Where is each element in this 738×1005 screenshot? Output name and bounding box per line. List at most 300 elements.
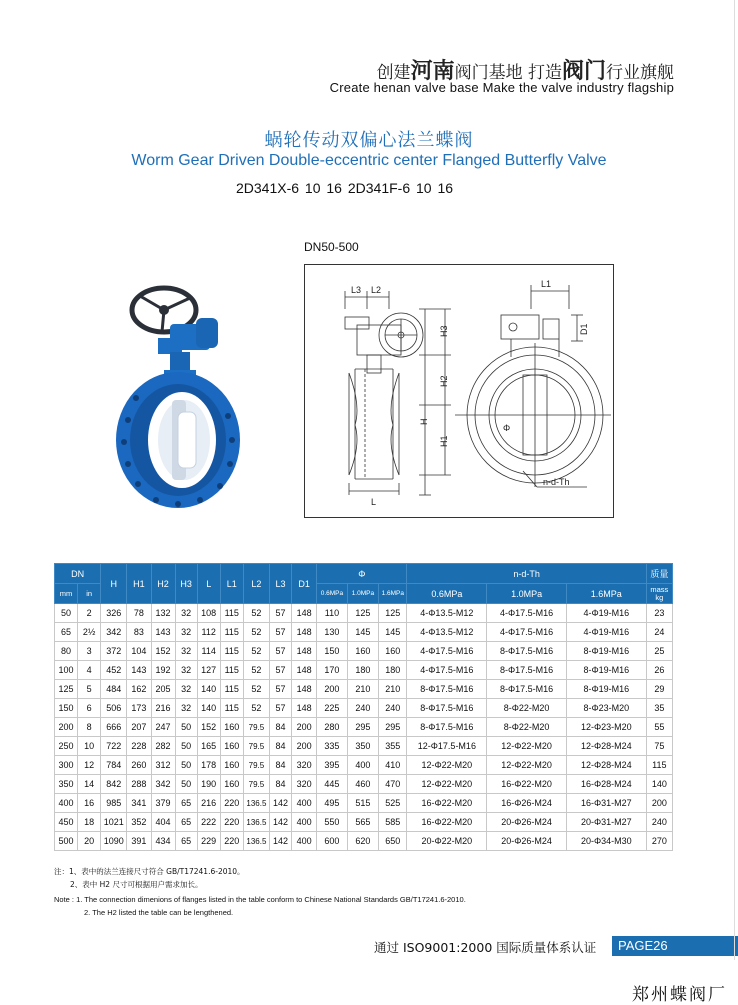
table-cell: 270 [646, 832, 672, 851]
table-cell: 650 [379, 832, 407, 851]
note-en-2: 2. The H2 listed the table can be lengthened. [84, 907, 234, 917]
table-cell: 65 [175, 832, 197, 851]
table-cell: 26 [646, 661, 672, 680]
table-cell: 600 [317, 832, 347, 851]
table-cell: 400 [292, 794, 317, 813]
table-cell: 150 [55, 699, 78, 718]
table-cell: 210 [379, 680, 407, 699]
th-h: H [101, 564, 127, 604]
table-cell: 784 [101, 756, 127, 775]
dim-ndth: n-d-Th [543, 477, 570, 487]
table-cell: 130 [317, 623, 347, 642]
table-cell: 200 [55, 718, 78, 737]
table-cell: 452 [101, 661, 127, 680]
table-cell: 4 [78, 661, 101, 680]
table-cell: 84 [270, 718, 292, 737]
table-cell: 32 [175, 661, 197, 680]
table-cell: 12-Φ22-M20 [407, 756, 487, 775]
table-cell: 148 [292, 680, 317, 699]
table-cell: 312 [151, 756, 175, 775]
table-cell: 79.5 [243, 775, 269, 794]
table-cell: 84 [270, 775, 292, 794]
th-phi-16: 1.6MPa [379, 584, 407, 604]
slogan-segment: 创建 [376, 63, 411, 83]
notes [54, 866, 466, 919]
th-mass-cn: 质量 [646, 564, 672, 584]
dim-h3: H3 [439, 325, 449, 337]
table-cell: 8-Φ19-M16 [566, 680, 646, 699]
table-cell: 132 [151, 604, 175, 623]
table-cell: 470 [379, 775, 407, 794]
table-cell: 216 [197, 794, 220, 813]
table-cell: 170 [317, 661, 347, 680]
table-cell: 16 [78, 794, 101, 813]
table-cell: 200 [292, 718, 317, 737]
table-cell: 4-Φ17.5-M16 [407, 661, 487, 680]
table-cell: 104 [127, 642, 151, 661]
table-cell: 32 [175, 680, 197, 699]
dim-d1: D1 [579, 323, 589, 335]
table-cell: 240 [379, 699, 407, 718]
table-cell: 2 [78, 604, 101, 623]
table-cell: 125 [347, 604, 378, 623]
table-cell: 16-Φ22-M20 [487, 775, 567, 794]
table-cell: 842 [101, 775, 127, 794]
table-cell: 335 [317, 737, 347, 756]
th-ndth: n-d-Th [407, 564, 646, 584]
table-row [55, 718, 673, 737]
table-cell: 165 [197, 737, 220, 756]
table-cell: 112 [197, 623, 220, 642]
table-cell: 29 [646, 680, 672, 699]
table-cell: 550 [317, 813, 347, 832]
table-cell: 4-Φ13.5-M12 [407, 623, 487, 642]
table-row [55, 832, 673, 851]
table-cell: 391 [127, 832, 151, 851]
table-cell: 115 [220, 642, 243, 661]
th-h1: H1 [127, 564, 151, 604]
table-cell: 79.5 [243, 718, 269, 737]
slogan-segment: 阀门基地 打造 [454, 63, 562, 83]
table-header-row [55, 564, 673, 584]
table-cell: 722 [101, 737, 127, 756]
table-cell: 84 [270, 737, 292, 756]
table-cell: 16-Φ26-M24 [487, 794, 567, 813]
table-cell: 115 [220, 680, 243, 699]
table-cell: 57 [270, 604, 292, 623]
table-cell: 65 [55, 623, 78, 642]
table-cell: 140 [646, 775, 672, 794]
table-cell: 247 [151, 718, 175, 737]
table-cell: 136.5 [243, 832, 269, 851]
table-cell: 200 [317, 680, 347, 699]
page-edge-divider [734, 0, 735, 960]
table-cell: 506 [101, 699, 127, 718]
th-mm: mm [55, 584, 78, 604]
table-row [55, 604, 673, 623]
table-cell: 50 [175, 756, 197, 775]
table-cell: 205 [151, 680, 175, 699]
table-cell: 143 [127, 661, 151, 680]
page-number: PAGE26 [612, 936, 738, 956]
dim-h: H [419, 418, 429, 425]
table-cell: 50 [175, 737, 197, 756]
table-cell: 180 [379, 661, 407, 680]
table-cell: 250 [55, 737, 78, 756]
dim-l1: L1 [541, 279, 552, 289]
table-cell: 142 [270, 832, 292, 851]
table-cell: 160 [220, 756, 243, 775]
table-cell: 50 [55, 604, 78, 623]
table-cell: 160 [220, 775, 243, 794]
table-cell: 115 [646, 756, 672, 775]
table-cell: 400 [292, 813, 317, 832]
table-cell: 229 [197, 832, 220, 851]
table-cell: 342 [101, 623, 127, 642]
table-cell: 75 [646, 737, 672, 756]
table-cell: 288 [127, 775, 151, 794]
table-cell: 8-Φ19-M16 [566, 642, 646, 661]
table-cell: 280 [317, 718, 347, 737]
th-phi: Φ [317, 564, 407, 584]
table-cell: 379 [151, 794, 175, 813]
table-cell: 145 [379, 623, 407, 642]
table-cell: 350 [347, 737, 378, 756]
table-cell: 200 [646, 794, 672, 813]
table-cell: 16-Φ31-M27 [566, 794, 646, 813]
slogan-english: Create henan valve base Make the valve industry flagship [329, 80, 674, 95]
table-cell: 55 [646, 718, 672, 737]
table-cell: 350 [55, 775, 78, 794]
table-cell: 225 [317, 699, 347, 718]
table-cell: 32 [175, 642, 197, 661]
table-cell: 525 [379, 794, 407, 813]
table-cell: 8-Φ17.5-M16 [407, 718, 487, 737]
th-mass-unit: kg [655, 592, 664, 602]
table-cell: 8-Φ17.5-M16 [487, 642, 567, 661]
table-cell: 210 [347, 680, 378, 699]
table-cell: 20-Φ31-M27 [566, 813, 646, 832]
table-cell: 341 [127, 794, 151, 813]
table-cell: 100 [55, 661, 78, 680]
table-cell: 52 [243, 699, 269, 718]
table-cell: 79.5 [243, 737, 269, 756]
table-cell: 18 [78, 813, 101, 832]
table-cell: 145 [347, 623, 378, 642]
table-cell: 24 [646, 623, 672, 642]
product-title-chinese: 蜗轮传动双偏心法兰蝶阀 [264, 130, 474, 151]
table-cell: 985 [101, 794, 127, 813]
th-h3: H3 [175, 564, 197, 604]
table-cell: 228 [127, 737, 151, 756]
table-row [55, 794, 673, 813]
table-cell: 115 [220, 623, 243, 642]
table-cell: 160 [220, 718, 243, 737]
table-cell: 57 [270, 699, 292, 718]
table-cell: 20-Φ26-M24 [487, 813, 567, 832]
table-cell: 148 [292, 642, 317, 661]
table-cell: 4-Φ19-M16 [566, 623, 646, 642]
table-cell: 295 [379, 718, 407, 737]
table-cell: 216 [151, 699, 175, 718]
product-title-english: Worm Gear Driven Double-eccentric center Flanged Butterfly Valve [131, 152, 607, 169]
table-cell: 32 [175, 699, 197, 718]
th-in: in [78, 584, 101, 604]
table-cell: 1090 [101, 832, 127, 851]
th-l2: L2 [243, 564, 269, 604]
table-cell: 16-Φ28-M24 [566, 775, 646, 794]
table-cell: 32 [175, 604, 197, 623]
table-cell: 57 [270, 623, 292, 642]
table-cell: 4-Φ13.5-M12 [407, 604, 487, 623]
table-cell: 20 [78, 832, 101, 851]
table-cell: 295 [347, 718, 378, 737]
table-cell: 148 [292, 623, 317, 642]
slogan-segment: 行业旗舰 [606, 63, 674, 83]
table-row [55, 775, 673, 794]
table-cell: 460 [347, 775, 378, 794]
th-nd-16: 1.6MPa [566, 584, 646, 604]
valve-product-photo [112, 280, 258, 512]
company-name: 郑州蝶阀厂 [632, 985, 727, 1005]
table-cell: 148 [292, 604, 317, 623]
table-cell: 25 [646, 642, 672, 661]
table-cell: 20-Φ22-M20 [407, 832, 487, 851]
table-cell: 160 [379, 642, 407, 661]
table-cell: 115 [220, 699, 243, 718]
table-cell: 445 [317, 775, 347, 794]
table-cell: 57 [270, 661, 292, 680]
table-cell: 240 [646, 813, 672, 832]
table-row [55, 737, 673, 756]
dim-phi: Φ [503, 423, 511, 433]
table-row [55, 756, 673, 775]
slogan-segment: 阀门 [561, 59, 606, 84]
table-cell: 342 [151, 775, 175, 794]
table-cell: 84 [270, 756, 292, 775]
table-cell: 4-Φ19-M16 [566, 604, 646, 623]
dim-h1: H1 [439, 435, 449, 447]
dim-l: L [371, 497, 377, 507]
table-cell: 142 [270, 794, 292, 813]
table-cell: 10 [78, 737, 101, 756]
table-cell: 495 [317, 794, 347, 813]
table-cell: 8-Φ17.5-M16 [487, 661, 567, 680]
table-cell: 140 [197, 680, 220, 699]
table-row [55, 813, 673, 832]
table-cell: 6 [78, 699, 101, 718]
dn-range-label: DN50-500 [304, 240, 359, 254]
table-cell: 222 [197, 813, 220, 832]
spec-table [54, 563, 673, 851]
table-cell: 79.5 [243, 756, 269, 775]
table-cell: 400 [292, 832, 317, 851]
table-cell: 190 [197, 775, 220, 794]
table-cell: 162 [127, 680, 151, 699]
th-mass-en-label: mass [650, 584, 669, 594]
table-row [55, 699, 673, 718]
slogan-segment: 河南 [410, 59, 455, 84]
table-cell: 450 [55, 813, 78, 832]
table-cell: 12-Φ28-M24 [566, 756, 646, 775]
drawing-svg [305, 265, 613, 517]
table-cell: 80 [55, 642, 78, 661]
table-cell: 12-Φ23-M20 [566, 718, 646, 737]
table-cell: 200 [292, 737, 317, 756]
th-mass-en [646, 584, 672, 604]
table-cell: 320 [292, 775, 317, 794]
table-cell: 152 [151, 642, 175, 661]
table-cell: 8-Φ17.5-M16 [487, 680, 567, 699]
table-cell: 12-Φ22-M20 [407, 775, 487, 794]
table-cell: 57 [270, 680, 292, 699]
table-cell: 23 [646, 604, 672, 623]
note-cn-2: 2、表中 H2 尺寸可根据用户需求加长。 [70, 879, 203, 889]
th-h2: H2 [151, 564, 175, 604]
table-cell: 65 [175, 794, 197, 813]
table-cell: 148 [292, 661, 317, 680]
table-cell: 110 [317, 604, 347, 623]
table-cell: 1021 [101, 813, 127, 832]
table-cell: 4-Φ17.5-M16 [407, 642, 487, 661]
table-cell: 52 [243, 680, 269, 699]
table-cell: 150 [317, 642, 347, 661]
th-l3: L3 [270, 564, 292, 604]
table-cell: 515 [347, 794, 378, 813]
table-cell: 8 [78, 718, 101, 737]
table-cell: 20-Φ34-M30 [566, 832, 646, 851]
table-cell: 178 [197, 756, 220, 775]
table-cell: 83 [127, 623, 151, 642]
table-cell: 125 [55, 680, 78, 699]
table-cell: 355 [379, 737, 407, 756]
table-cell: 3 [78, 642, 101, 661]
table-cell: 395 [317, 756, 347, 775]
note-en-1: Note : 1. The connection dimenions of flanges listed in the table conform to Chinese National Standards GB/T17241.6-2010. [54, 895, 466, 904]
table-cell: 78 [127, 604, 151, 623]
table-row [55, 661, 673, 680]
th-nd-06: 0.6MPa [407, 584, 487, 604]
spec-table-body [55, 604, 673, 851]
table-cell: 142 [270, 813, 292, 832]
table-cell: 50 [175, 775, 197, 794]
table-cell: 192 [151, 661, 175, 680]
table-row [55, 623, 673, 642]
table-cell: 14 [78, 775, 101, 794]
th-l1: L1 [220, 564, 243, 604]
table-cell: 50 [175, 718, 197, 737]
table-cell: 434 [151, 832, 175, 851]
table-cell: 404 [151, 813, 175, 832]
dim-l2: L2 [371, 285, 382, 295]
table-cell: 173 [127, 699, 151, 718]
table-cell: 12-Φ22-M20 [487, 737, 567, 756]
iso-certification: 通过 ISO9001:2000 国际质量体系认证 [374, 940, 597, 955]
table-cell: 8-Φ17.5-M16 [407, 699, 487, 718]
table-cell: 4-Φ17.5-M16 [487, 604, 567, 623]
table-cell: 320 [292, 756, 317, 775]
table-cell: 8-Φ19-M16 [566, 661, 646, 680]
table-cell: 108 [197, 604, 220, 623]
table-cell: 300 [55, 756, 78, 775]
table-cell: 666 [101, 718, 127, 737]
table-cell: 125 [379, 604, 407, 623]
note-cn-1: 注：1、表中的法兰连接尺寸符合 GB/T17241.6-2010。 [54, 867, 245, 876]
th-dn: DN [55, 564, 101, 584]
table-cell: 352 [127, 813, 151, 832]
table-cell: 52 [243, 661, 269, 680]
table-cell: 136.5 [243, 794, 269, 813]
table-cell: 16-Φ22-M20 [407, 794, 487, 813]
table-cell: 5 [78, 680, 101, 699]
table-cell: 585 [379, 813, 407, 832]
table-cell: 148 [292, 699, 317, 718]
technical-drawing [304, 264, 614, 518]
table-cell: 12-Φ17.5-M16 [407, 737, 487, 756]
th-l: L [197, 564, 220, 604]
table-cell: 326 [101, 604, 127, 623]
table-cell: 620 [347, 832, 378, 851]
th-d1: D1 [292, 564, 317, 604]
table-cell: 484 [101, 680, 127, 699]
table-cell: 12 [78, 756, 101, 775]
table-cell: 8-Φ23-M20 [566, 699, 646, 718]
table-row [55, 680, 673, 699]
table-cell: 136.5 [243, 813, 269, 832]
table-cell: 115 [220, 604, 243, 623]
table-cell: 220 [220, 813, 243, 832]
table-cell: 220 [220, 794, 243, 813]
table-cell: 52 [243, 623, 269, 642]
table-cell: 52 [243, 604, 269, 623]
table-cell: 4-Φ17.5-M16 [487, 623, 567, 642]
table-cell: 160 [347, 642, 378, 661]
table-cell: 52 [243, 642, 269, 661]
table-cell: 127 [197, 661, 220, 680]
table-cell: 65 [175, 813, 197, 832]
table-cell: 8-Φ22-M20 [487, 718, 567, 737]
table-cell: 12-Φ28-M24 [566, 737, 646, 756]
table-cell: 410 [379, 756, 407, 775]
table-cell: 400 [347, 756, 378, 775]
table-cell: 115 [220, 661, 243, 680]
table-cell: 2½ [78, 623, 101, 642]
table-cell: 565 [347, 813, 378, 832]
dim-h2: H2 [439, 375, 449, 387]
table-cell: 8-Φ22-M20 [487, 699, 567, 718]
table-cell: 180 [347, 661, 378, 680]
table-cell: 500 [55, 832, 78, 851]
table-cell: 114 [197, 642, 220, 661]
table-cell: 240 [347, 699, 378, 718]
table-cell: 57 [270, 642, 292, 661]
table-cell: 160 [220, 737, 243, 756]
th-phi-06: 0.6MPa [317, 584, 347, 604]
model-numbers: 2D341X-6 10 16 2D341F-6 10 16 [236, 180, 454, 196]
table-cell: 282 [151, 737, 175, 756]
table-cell: 400 [55, 794, 78, 813]
table-cell: 260 [127, 756, 151, 775]
table-cell: 140 [197, 699, 220, 718]
table-cell: 152 [197, 718, 220, 737]
table-cell: 220 [220, 832, 243, 851]
th-nd-10: 1.0MPa [487, 584, 567, 604]
table-cell: 143 [151, 623, 175, 642]
dim-l3: L3 [351, 285, 362, 295]
table-cell: 207 [127, 718, 151, 737]
th-phi-10: 1.0MPa [347, 584, 378, 604]
table-row [55, 642, 673, 661]
